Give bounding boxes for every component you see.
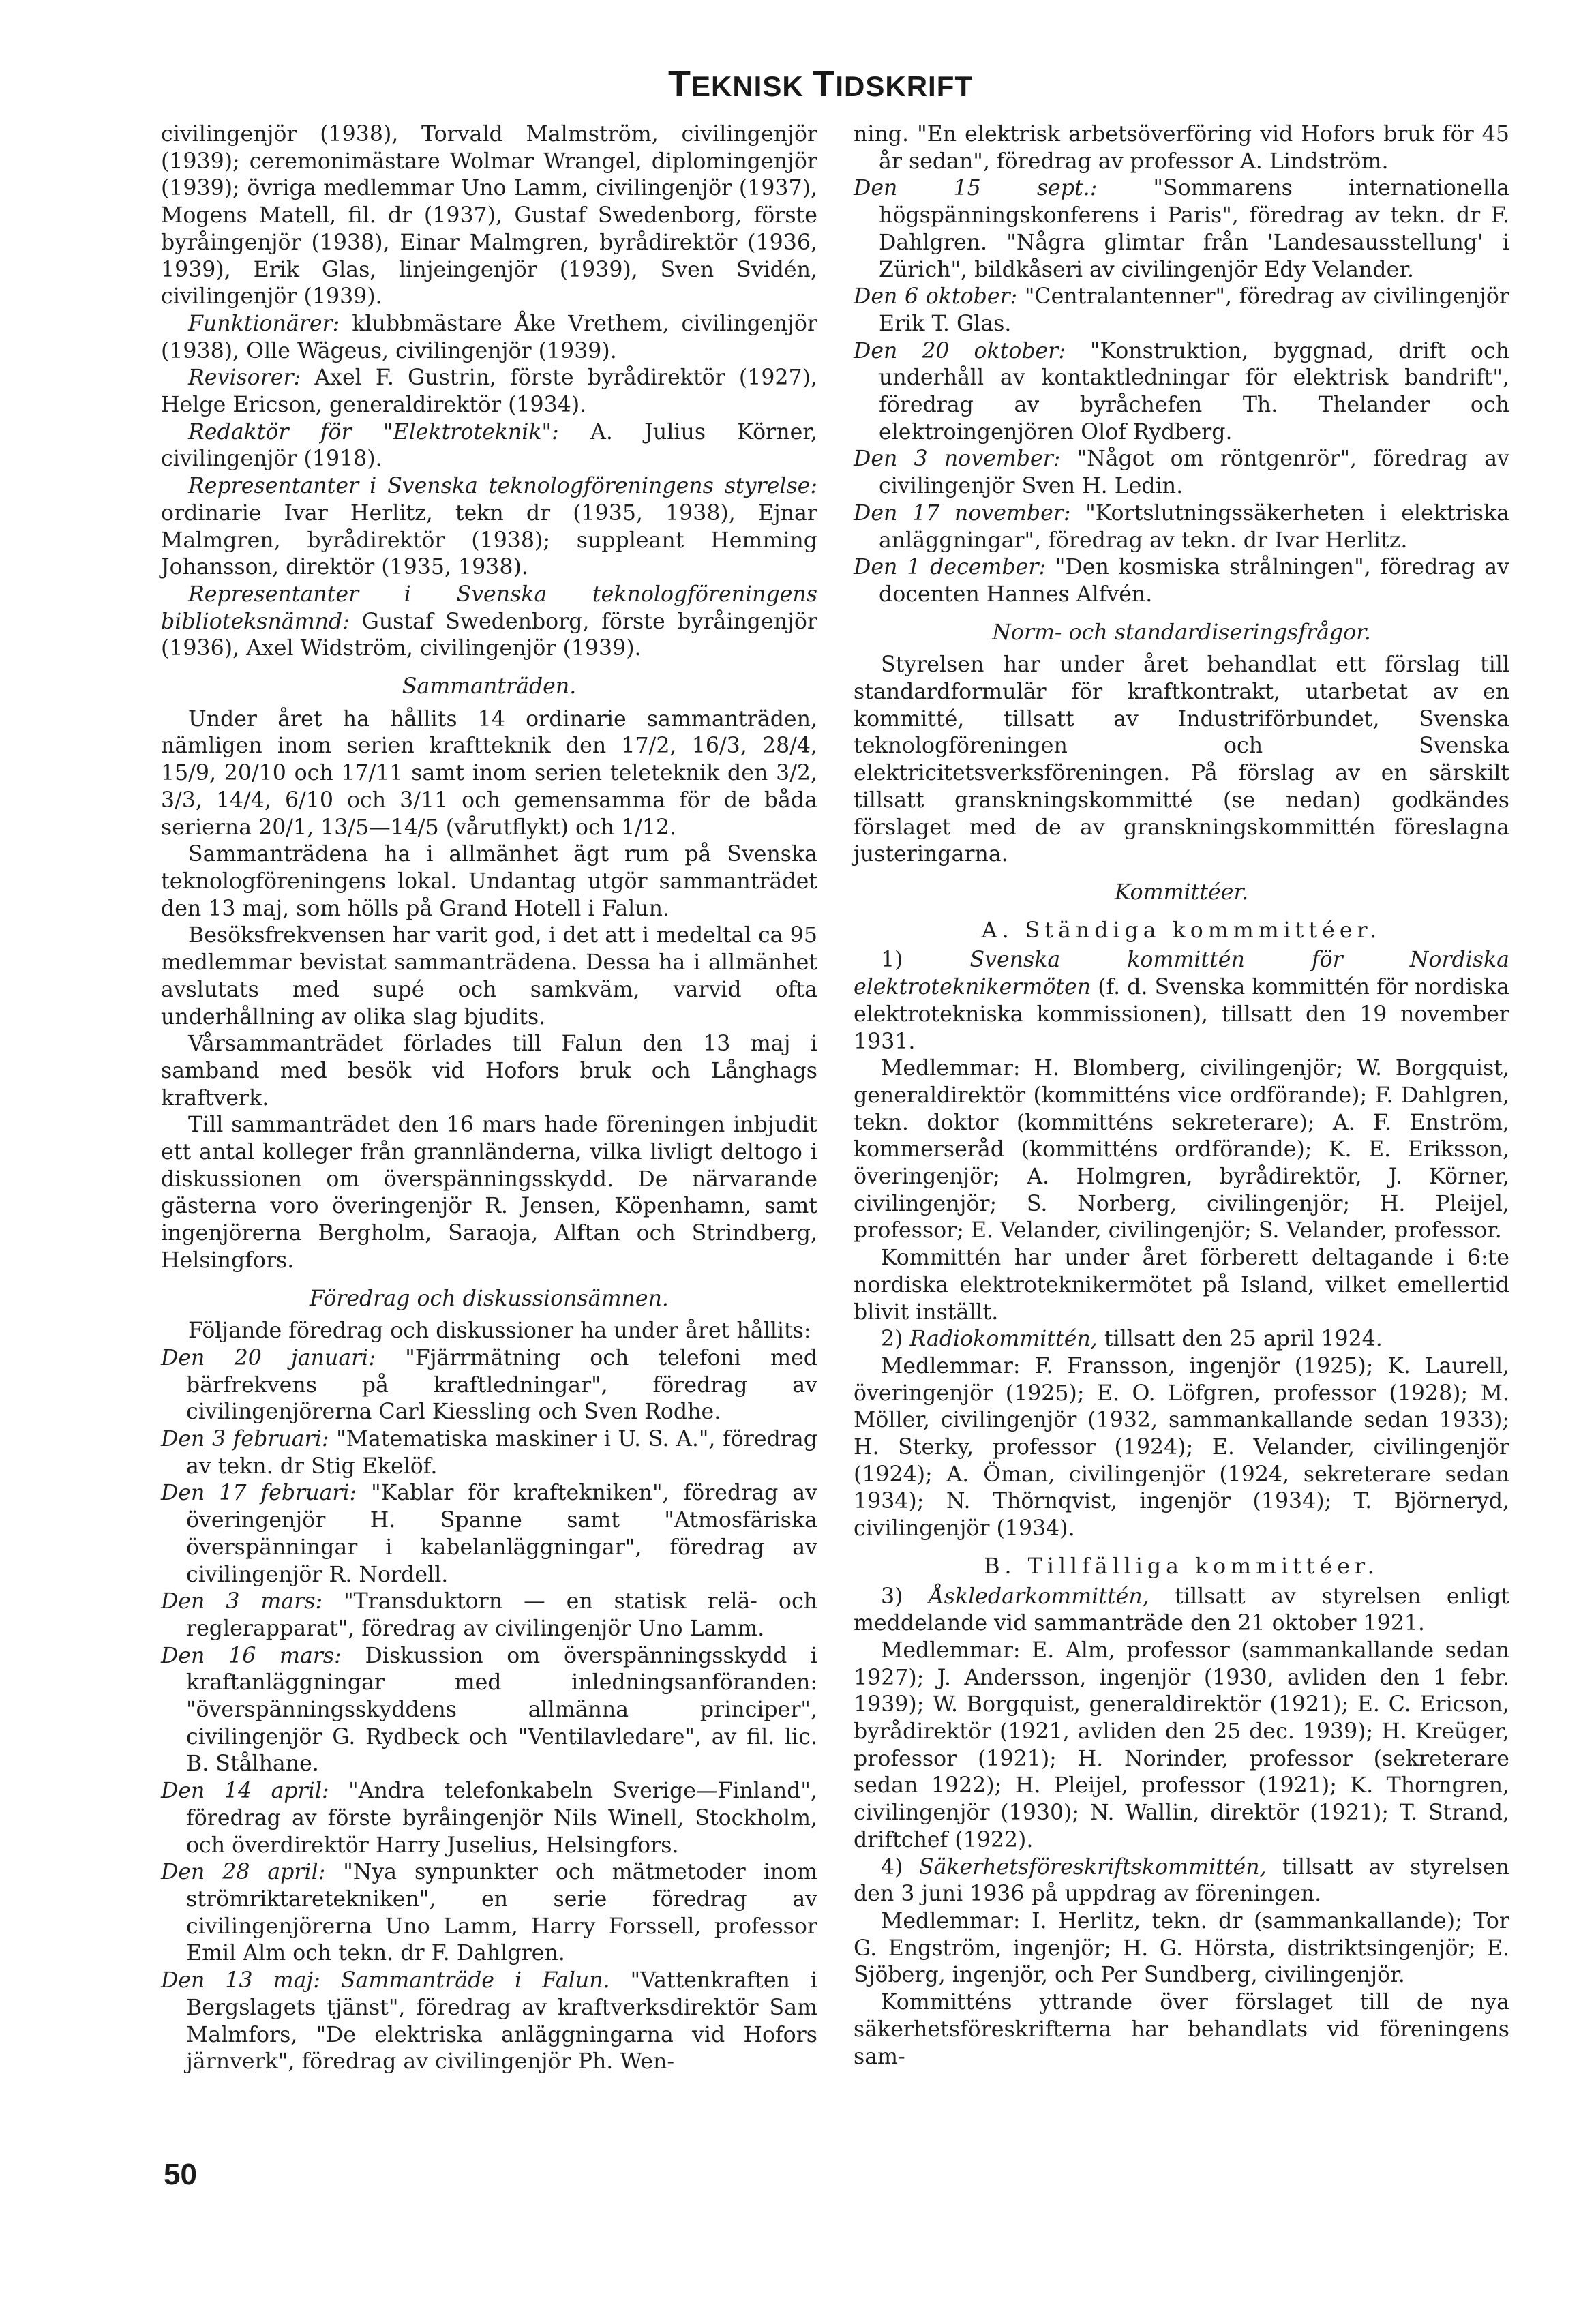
board-members-continued: civilingenjör (1938), Torvald Malmström, civilingenjör (1939); ceremonimästare Wolmar Wrangel, diplomingenjör (1939); övriga medlemmar Uno Lamm, civilingenjör (1937), Mogens Matell, fil. dr (1937), Gustaf Swedenborg, förste byråingenjör (1938), Einar Malmgren, byrådirektör (1936, 1939), Erik Glas, linjeingenjör (1939), Sven Svidén, civilingenjör (1939). xyxy=(161,122,817,310)
lecture-date: Den 17 november: xyxy=(854,500,1071,526)
lecture-item xyxy=(161,1859,817,1968)
lecture-date: Den 3 mars: xyxy=(161,1589,323,1614)
lectures-intro: Följande föredrag och diskussioner ha under året hållits: xyxy=(188,1319,811,1344)
right-column xyxy=(854,121,1509,2070)
functionaries-label: Funktionärer: xyxy=(188,311,340,336)
committee-1-info: (f. d. Svenska kommittén för nordiska elektrotekniska kommissionen), tillsatt den 19 november 1931. xyxy=(854,975,1509,1054)
committee-2-number: 2) xyxy=(881,1327,910,1352)
committee-4-members: Medlemmar: I. Herlitz, tekn. dr (sammankallande); Tor G. Engström, ingenjör; H. G. Hörsta, distriktsingenjör; E. Sjöberg, ingenjör, och Per Sundberg, civilingenjör. xyxy=(854,1909,1509,1988)
committee-1-title xyxy=(854,947,1509,1055)
lecture-text: "Kortslutningssäkerheten i elektriska anläggningar", föredrag av tekn. dr Ivar Herlitz. xyxy=(879,500,1509,553)
library-representatives-label: Representanter i Svenska teknologföreningens biblioteksnämnd: xyxy=(161,582,817,634)
lecture-text: "Sommarens internationella högspänningskonferens i Paris", föredrag av tekn. dr F. Dahlgren. "Några glimtar från 'Landesausstellung' i Zürich", bildkåseri av civilingenjör Edy Velander. xyxy=(879,176,1509,282)
page-number: 50 xyxy=(164,2158,197,2191)
lecture-text: "Den kosmiska strålningen", föredrag av docenten Hannes Alfvén. xyxy=(879,555,1509,607)
committee-3-title xyxy=(854,1584,1509,1638)
lecture-text: "Vattenkraften i Bergslagets tjänst", föredrag av kraftverksdirektör Sam Malmfors, "De elektriska anläggningarna vid Hofors järnverk", föredrag av civilingenjör Ph. Wen- xyxy=(186,1968,817,2075)
lecture-text: "Andra telefonkabeln Sverige—Finland", föredrag av förste byråingenjör Nils Winell, Stockholm, och överdirektör Harry Juselius, Helsingfors. xyxy=(186,1779,817,1858)
board-representatives-label: Representanter i Svenska teknologföreningens styrelse: xyxy=(188,474,817,499)
section-heading-lectures: Föredrag och diskussionsämnen. xyxy=(310,1286,669,1311)
board-representatives xyxy=(161,473,817,582)
lecture-date: Den 20 januari: xyxy=(161,1345,376,1370)
committee-4-number: 4) xyxy=(881,1854,919,1880)
committee-4-title xyxy=(854,1854,1509,1908)
lecture-text: "Centralantenner", föredrag av civilingenjör Erik T. Glas. xyxy=(879,284,1509,336)
lecture-date: Den 1 december: xyxy=(854,555,1047,580)
lecture-item xyxy=(854,284,1509,337)
standards-paragraph: Styrelsen har under året behandlat ett förslag till standardformulär för kraftkontrakt, utarbetat av en kommitté, tillsatt av Industriförbundet, Svenska teknologföreningen och Svenska elektricitetsverksföreningen. På förslag av en särskilt tillsatt granskningskommitté (se nedan) godkändes förslaget med de av granskningskommittén föreslagna justeringarna. xyxy=(854,652,1509,867)
lecture-continued: ning. "En elektrisk arbetsöverföring vid Hofors bruk för 45 år sedan", föredrag av professor A. Lindström. xyxy=(854,122,1509,174)
committee-1-note: Kommittén har under året förberett deltagande i 6:te nordiska elektroteknikermötet på Island, vilket emellertid blivit inställt. xyxy=(854,1246,1509,1325)
lecture-date: Den 14 april: xyxy=(161,1779,329,1804)
committee-3-name: Åskledarkommittén, xyxy=(928,1584,1149,1609)
lecture-text: "Matematiska maskiner i U. S. A.", föredrag av tekn. dr Stig Ekelöf. xyxy=(186,1427,817,1479)
lecture-date: Den 20 oktober: xyxy=(854,338,1066,363)
section-heading-standards: Norm- och standardiseringsfrågor. xyxy=(992,620,1371,645)
committee-4-note: Kommitténs yttrande över förslaget till de nya säkerhetsföreskrifterna har behandlats vid föreningens sam- xyxy=(854,1990,1509,2069)
lecture-item xyxy=(161,1480,817,1588)
committee-4-name: Säkerhetsföreskriftskommittén, xyxy=(918,1854,1267,1880)
committee-3-members: Medlemmar: E. Alm, professor (sammankallande sedan 1927); J. Andersson, ingenjör (1930, avliden den 1 febr. 1939); W. Borgquist, generaldirektör (1921); E. C. Ericson, byrådirektör (1921, avliden den 25 dec. 1939); H. Kreüger, professor (1921); H. Norinder, professor (sekreterare sedan 1922); H. Pleijel, professor (1921); K. Thorngren, civilingenjör (1930); N. Wallin, direktör (1921); T. Strand, driftchef (1922). xyxy=(854,1638,1509,1852)
lecture-date: Den 15 sept.: xyxy=(854,176,1098,201)
lecture-item xyxy=(161,1426,817,1480)
committee-2-info: tillsatt den 25 april 1924. xyxy=(1097,1327,1383,1352)
meetings-paragraph-1: Under året ha hållits 14 ordinarie sammanträden, nämligen inom serien kraftteknik den 17/2, 16/3, 28/4, 15/9, 20/10 och 17/11 samt inom serien teleteknik den 3/2, 3/3, 14/4, 6/10 och 3/11 och gemensamma för de båda serierna 20/1, 13/5—14/5 (vårutflykt) och 1/12. xyxy=(161,706,817,840)
auditors-text: Axel F. Gustrin, förste byrådirektör (1927), Helge Ericson, generaldirektör (1934). xyxy=(161,365,817,418)
committee-1-members: Medlemmar: H. Blomberg, civilingenjör; W. Borgquist, generaldirektör (kommitténs vice ordförande); F. Dahlgren, tekn. doktor (kommitténs sekreterare); A. F. Enström, kommerseråd (kommitténs ordförande); K. E. Eriksson, överingenjör; A. Holmgren, byrådirektör, J. Körner, civilingenjör; S. Norberg, civilingenjör; H. Pleijel, professor; E. Velander, civilingenjör; S. Velander, professor. xyxy=(854,1056,1509,1244)
board-representatives-text: ordinarie Ivar Herlitz, tekn dr (1935, 1938), Ejnar Malmgren, byrådirektör (1938); suppleant Hemming Johansson, direktör (1935, 1938). xyxy=(161,500,817,580)
committee-1-name: Svenska kommittén för Nordiska elektroteknikermöten xyxy=(854,948,1509,1000)
lecture-text: "Nya synpunkter och mätmetoder inom strömriktaretekniken", en serie föredrag av civilingenjörerna Uno Lamm, Harry Forssell, professor Emil Alm och tekn. dr F. Dahlgren. xyxy=(186,1860,817,1966)
subheading-standing-committees: A. Ständiga kommmittéer. xyxy=(981,918,1382,943)
meetings-paragraph-2: Sammanträdena ha i allmänhet ägt rum på Svenska teknologföreningens lokal. Undantag utgör sammanträdet den 13 maj, som hölls på Grand Hotell i Falun. xyxy=(161,842,817,921)
lecture-date: Den 3 november: xyxy=(854,447,1061,472)
lecture-text: Diskussion om överspänningsskydd i kraftanläggningar med inledningsanföranden: "överspänningsskyddens allmänna principer", civilingenjör G. Rydbeck och "Ventilavledare", av fil. lic. B. Stålhane. xyxy=(186,1643,818,1777)
lecture-item xyxy=(161,1778,817,1859)
meetings-paragraph-3: Besöksfrekvensen har varit god, i det att i medeltal ca 95 medlemmar bevistat sammanträdena. Dessa ha i allmänhet avslutats med supé och samkväm, varvid ofta underhållning av olika slag bjudits. xyxy=(161,923,817,1029)
meetings-paragraph-4: Vårsammanträdet förlades till Falun den 13 maj i samband med besök vid Hofors bruk och Långhags kraftverk. xyxy=(161,1031,817,1111)
lecture-item xyxy=(161,1643,818,1779)
lecture-item xyxy=(854,554,1509,608)
journal-title-cap-2: T xyxy=(812,63,836,104)
subheading-temporary-committees: B. Tillfälliga kommittéer. xyxy=(984,1554,1379,1579)
committee-2-name: Radiokommittén, xyxy=(909,1327,1098,1352)
lecture-date: Den 13 maj: Sammanträde i Falun. xyxy=(161,1968,610,1993)
journal-title-rest-2: IDSKRIFT xyxy=(835,70,974,102)
lecture-date: Den 16 mars: xyxy=(161,1643,342,1668)
meetings-paragraph-5: Till sammanträdet den 16 mars hade föreningen inbjudit ett antal kolleger från grannländerna, vilka livligt deltogo i diskussionen om överspänningsskydd. De närvarande gästerna voro överingenjör R. Jensen, Köpenhamn, samt ingenjörerna Bergholm, Saraoja, Alftan och Strindberg, Helsingfors. xyxy=(161,1113,817,1273)
lecture-text: "Kablar för kraftekniken", föredrag av överingenjör H. Spanne samt "Atmosfäriska överspänningar i kabelanläggningar", föredrag av civilingenjör R. Nordell. xyxy=(186,1481,817,1587)
lecture-date: Den 3 februari: xyxy=(161,1427,329,1452)
lecture-item xyxy=(161,1345,817,1426)
lecture-item xyxy=(854,338,1509,447)
editor-text: A. Julius Körner, civilingenjör (1918). xyxy=(161,419,817,472)
committee-1-number: 1) xyxy=(881,948,970,973)
committee-2-title xyxy=(854,1326,1509,1353)
lecture-text: "Fjärrmätning och telefoni med bärfrekvens på kraftledningar", föredrag av civilingenjörerna Carl Kiessling och Sven Rodhe. xyxy=(186,1345,817,1425)
functionaries xyxy=(161,311,817,365)
library-representatives xyxy=(161,582,817,663)
committee-3-number: 3) xyxy=(881,1584,929,1609)
editor-label: Redaktör för "Elektroteknik": xyxy=(188,419,559,445)
lecture-text: "Konstruktion, byggnad, drift och underhåll av kontaktledningar för elektrisk bandrift", föredrag av byråchefen Th. Thelander och elektroingenjören Olof Rydberg. xyxy=(879,338,1509,445)
journal-title-cap-1: T xyxy=(668,63,691,104)
lecture-item xyxy=(854,500,1509,554)
auditors xyxy=(161,365,817,419)
lecture-item xyxy=(161,1588,817,1642)
auditors-label: Revisorer: xyxy=(188,365,301,391)
lecture-date: Den 6 oktober: xyxy=(854,284,1018,310)
lecture-text: "Transduktorn — en statisk relä- och reglerapparat", föredrag av civilingenjör Uno Lamm. xyxy=(186,1589,817,1641)
editor xyxy=(161,419,817,473)
lecture-date: Den 28 april: xyxy=(161,1860,326,1885)
library-representatives-text: Gustaf Swedenborg, förste byråingenjör (1936), Axel Widström, civilingenjör (1939). xyxy=(161,609,817,661)
committee-4-info: tillsatt av styrelsen den 3 juni 1936 på uppdrag av föreningen. xyxy=(854,1854,1509,1907)
lecture-date: Den 17 februari: xyxy=(161,1481,357,1506)
lecture-text: "Något om röntgenrör", föredrag av civilingenjör Sven H. Ledin. xyxy=(879,447,1509,499)
journal-title xyxy=(668,63,973,105)
lecture-item xyxy=(854,175,1509,284)
lecture-item xyxy=(161,1968,817,2076)
left-column xyxy=(161,121,817,2076)
lecture-item xyxy=(854,446,1509,500)
section-heading-committees: Kommittéer. xyxy=(1114,879,1249,905)
committee-2-members: Medlemmar: F. Fransson, ingenjör (1925); K. Laurell, överingenjör (1925); E. O. Löfgren, professor (1928); M. Möller, civilingenjör (1932, sammankallande sedan 1933); H. Sterky, professor (1924); E. Velander, civilingenjör (1924); A. Öman, civilingenjör (1924, sekreterare sedan 1934); N. Thörnqvist, ingenjör (1934); T. Björneryd, civilingenjör (1934). xyxy=(854,1353,1509,1541)
committee-3-info: tillsatt av styrelsen enligt meddelande vid sammanträde den 21 oktober 1921. xyxy=(854,1584,1509,1636)
journal-title-rest-1: EKNISK xyxy=(691,70,813,102)
section-heading-meetings: Sammanträden. xyxy=(402,674,577,699)
functionaries-text: klubbmästare Åke Vrethem, civilingenjör (1938), Olle Wägeus, civilingenjör (1939). xyxy=(161,311,817,363)
